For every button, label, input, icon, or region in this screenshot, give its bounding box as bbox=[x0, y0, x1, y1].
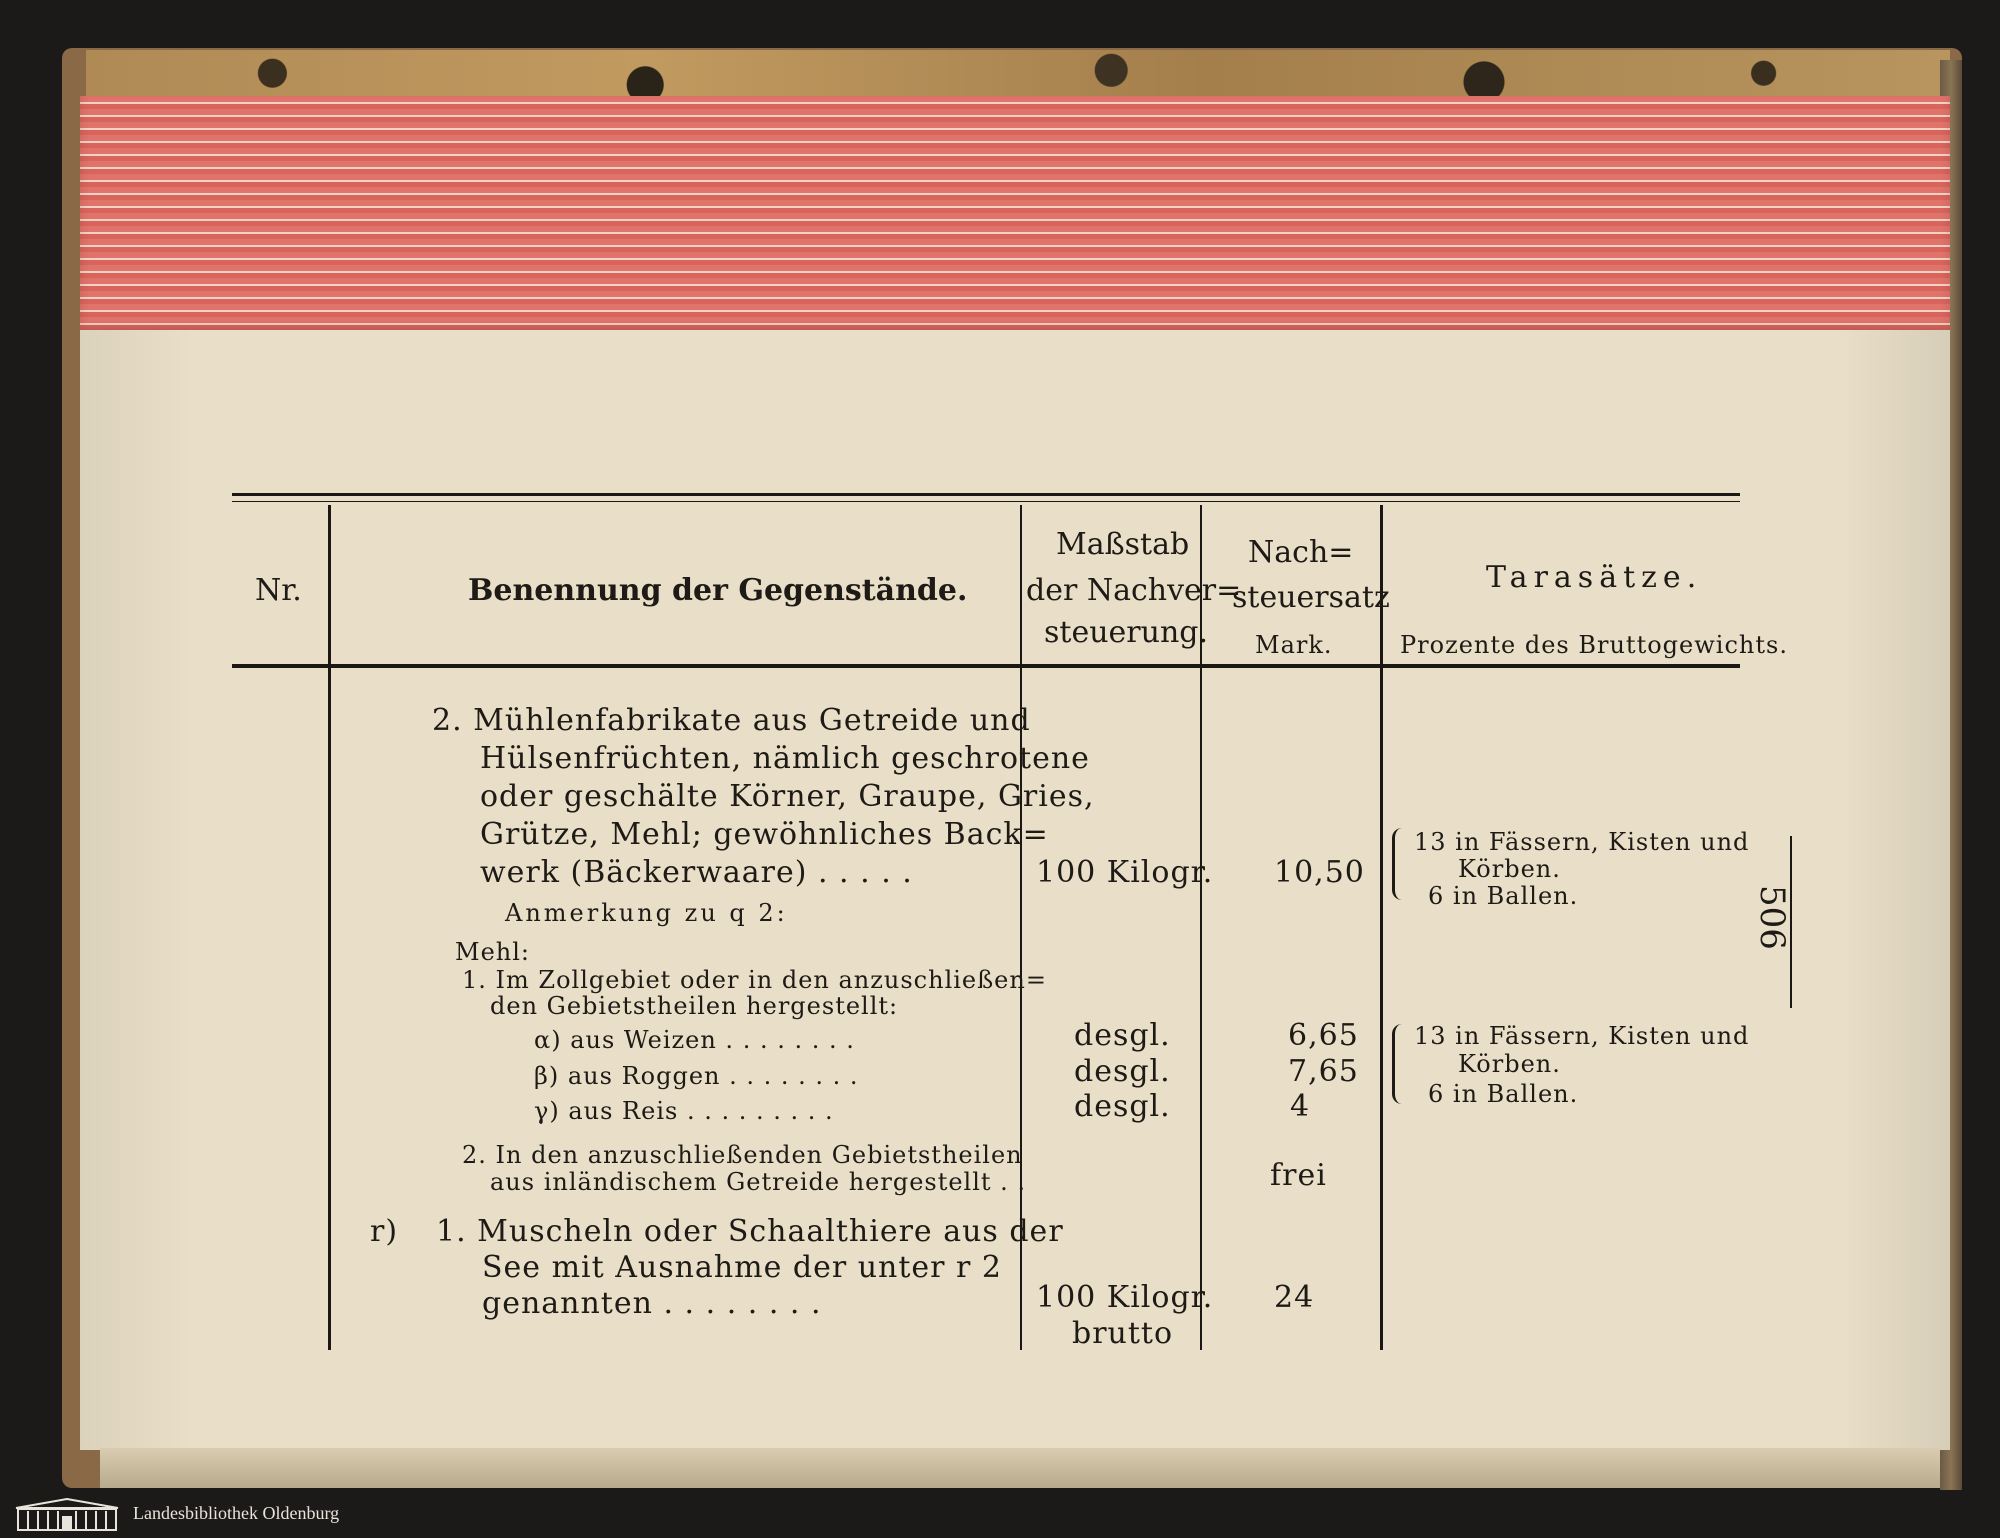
q2-line-3: oder geschälte Körner, Graupe, Gries, bbox=[480, 779, 1095, 814]
anmerkung-item1-line2: den Gebietstheilen hergestellt: bbox=[490, 992, 899, 1020]
q2-tara-brace bbox=[1392, 828, 1405, 900]
header-nachsteuer-1: Nach= bbox=[1248, 535, 1354, 570]
anmerkung-sub-b-massstab: desgl. bbox=[1074, 1054, 1171, 1089]
anmerkung-sub-c: γ) aus Reis . . . . . . . . . bbox=[534, 1097, 834, 1125]
library-building-icon bbox=[14, 1498, 120, 1532]
anmerkung-sub-c-massstab: desgl. bbox=[1074, 1089, 1171, 1124]
anmerkung-tara-1: 13 in Fässern, Kisten und bbox=[1414, 1022, 1750, 1050]
anmerkung-sub-a-satz: 6,65 bbox=[1288, 1018, 1359, 1053]
q2-line-5: werk (Bäckerwaare) . . . . . bbox=[480, 855, 913, 890]
page-edges bbox=[80, 96, 1950, 334]
anmerkung-item2-satz: frei bbox=[1270, 1158, 1327, 1193]
header-massstab-1: Maßstab bbox=[1056, 527, 1190, 562]
q2-tara-3: 6 in Ballen. bbox=[1428, 882, 1579, 910]
top-rule-thin bbox=[232, 501, 1740, 502]
page-bottom-edge bbox=[100, 1448, 1940, 1488]
anmerkung-tara-2: Körben. bbox=[1458, 1050, 1561, 1078]
header-tara-title: Tarasätze. bbox=[1486, 560, 1703, 595]
q2-tara-1: 13 in Fässern, Kisten und bbox=[1414, 828, 1750, 856]
header-bottom-rule bbox=[232, 664, 1740, 668]
anmerkung-mehl: Mehl: bbox=[455, 938, 530, 966]
header-massstab-3: steuerung. bbox=[1044, 615, 1209, 650]
col-divider-1 bbox=[328, 505, 331, 1350]
q2-line-2: Hülsenfrüchten, nämlich geschrotene bbox=[480, 741, 1090, 776]
q2-tara-2: Körben. bbox=[1458, 855, 1561, 883]
anmerkung-sub-b: β) aus Roggen . . . . . . . . bbox=[534, 1062, 859, 1090]
r1-line-2: See mit Ausnahme der unter r 2 bbox=[482, 1250, 1003, 1285]
r1-line-1: 1. Muscheln oder Schaalthiere aus der bbox=[436, 1214, 1064, 1249]
header-mark: Mark. bbox=[1255, 631, 1333, 659]
r1-line-3: genannten . . . . . . . . bbox=[482, 1286, 822, 1321]
r1-massstab-brutto: brutto bbox=[1072, 1316, 1174, 1351]
top-rule bbox=[232, 493, 1740, 496]
anmerkung-tara-3: 6 in Ballen. bbox=[1428, 1080, 1579, 1108]
header-nachsteuer-2: steuersatz bbox=[1232, 580, 1390, 615]
header-tara-sub: Prozente des Bruttogewichts. bbox=[1400, 631, 1788, 659]
header-massstab-2: der Nachver= bbox=[1026, 573, 1242, 608]
col-divider-4 bbox=[1380, 505, 1383, 1350]
q2-line-4: Grütze, Mehl; gewöhnliches Back= bbox=[480, 817, 1049, 852]
anmerkung-item2-line1: 2. In den anzuschließenden Gebietstheilen bbox=[462, 1141, 1023, 1169]
anmerkung-sub-b-satz: 7,65 bbox=[1288, 1054, 1359, 1089]
q2-satz: 10,50 bbox=[1274, 855, 1365, 890]
anmerkung-sub-a-massstab: desgl. bbox=[1074, 1018, 1171, 1053]
anmerkung-tara-brace bbox=[1392, 1024, 1405, 1104]
r1-satz: 24 bbox=[1274, 1280, 1315, 1315]
anmerkung-item2-line2: aus inländischem Getreide hergestellt . . bbox=[490, 1168, 1027, 1196]
anmerkung-item1-line1: 1. Im Zollgebiet oder in den anzuschließen= bbox=[462, 966, 1047, 994]
q2-line-1: 2. Mühlenfabrikate aus Getreide und bbox=[432, 703, 1031, 738]
library-name: Landesbibliothek Oldenburg bbox=[133, 1503, 340, 1523]
r-nr: r) bbox=[370, 1214, 399, 1249]
header-benennung: Benennung der Gegenstände. bbox=[468, 573, 968, 608]
anmerkung-title: Anmerkung zu q 2: bbox=[505, 899, 788, 927]
anmerkung-sub-a: α) aus Weizen . . . . . . . . bbox=[534, 1026, 855, 1054]
q2-massstab: 100 Kilogr. bbox=[1036, 855, 1214, 890]
page-number: 506 bbox=[1752, 885, 1792, 950]
page bbox=[80, 330, 1950, 1450]
anmerkung-sub-c-satz: 4 bbox=[1290, 1089, 1311, 1124]
r1-massstab: 100 Kilogr. bbox=[1036, 1280, 1214, 1315]
header-nr: Nr. bbox=[255, 573, 302, 608]
